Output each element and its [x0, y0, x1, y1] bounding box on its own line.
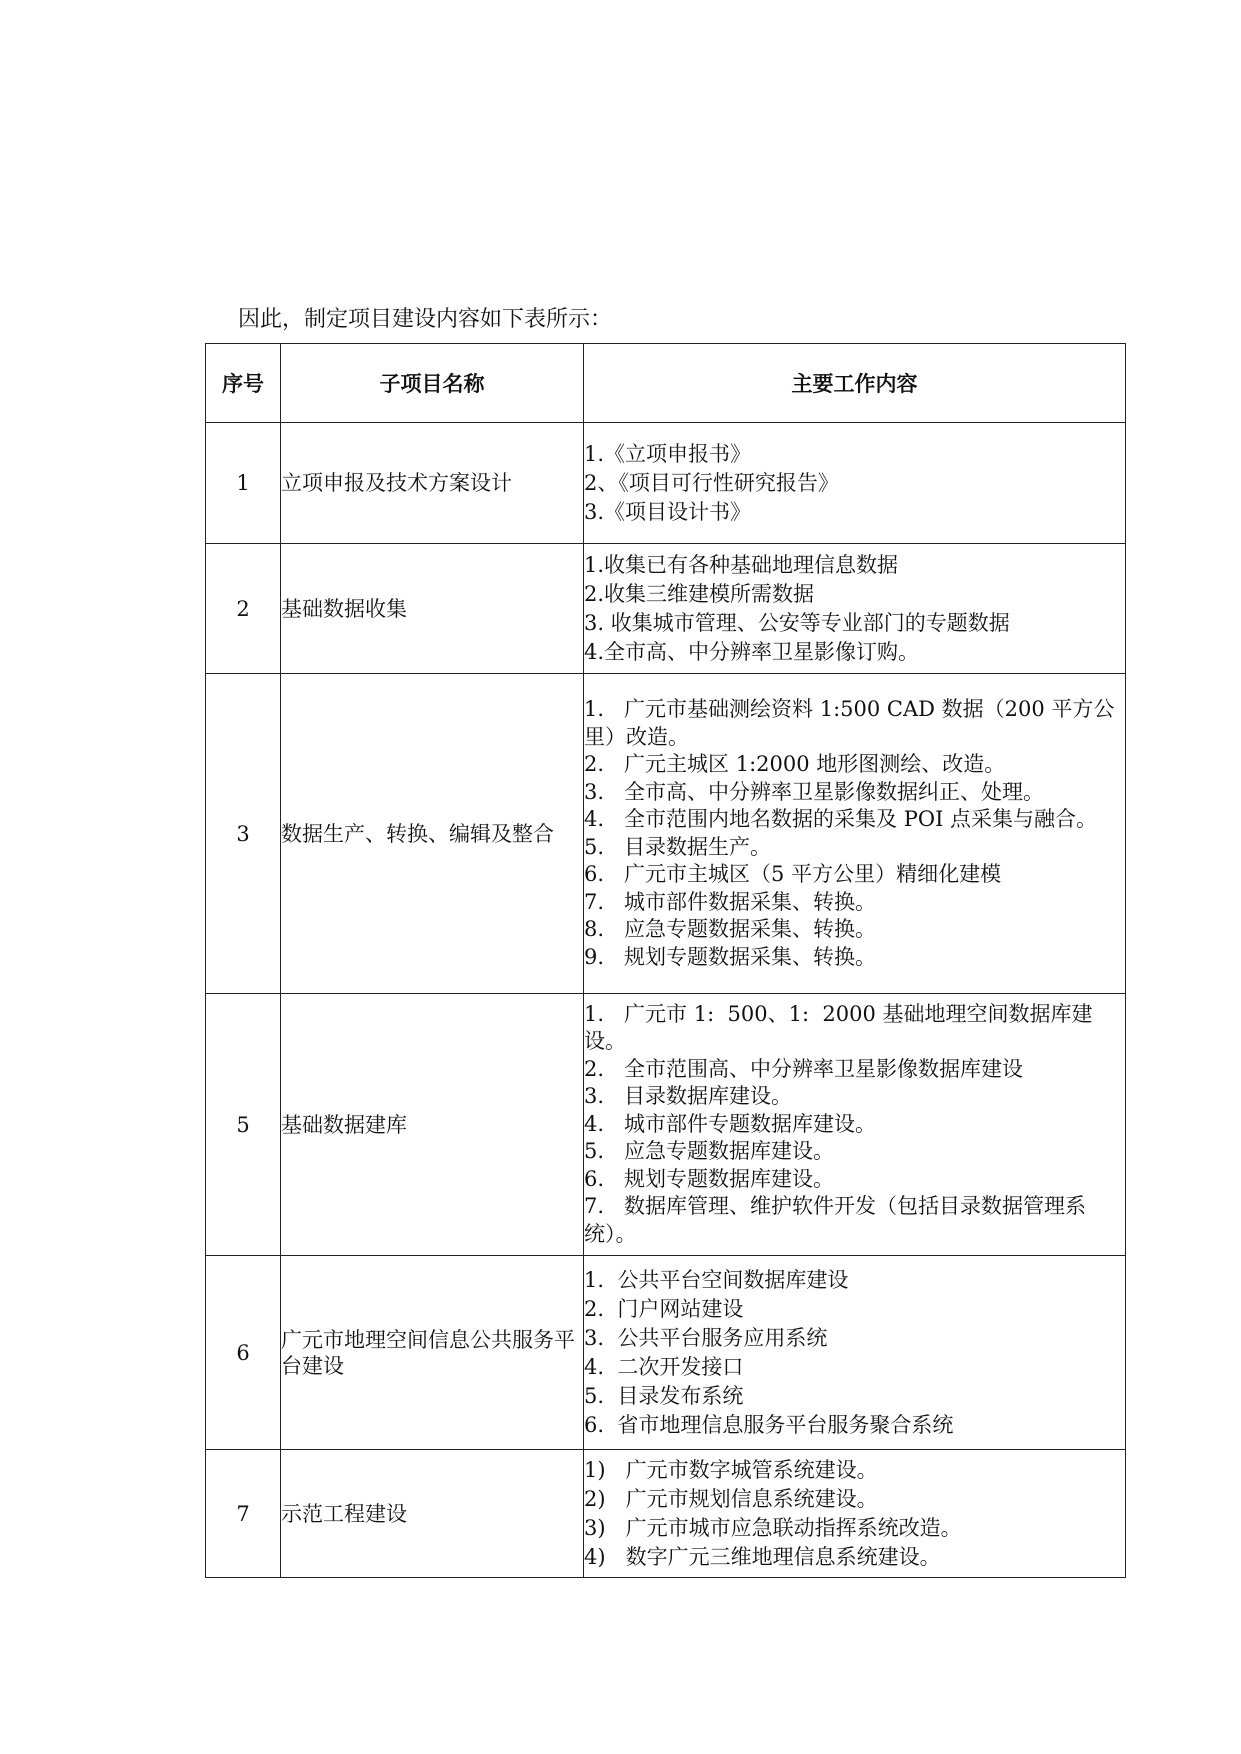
table-row	[206, 423, 1126, 544]
work-item: 7. 城市部件数据采集、转换。	[584, 889, 877, 914]
work-item: 5. 目录发布系统	[584, 1383, 744, 1408]
work-item: 3. 收集城市管理、公安等专业部门的专题数据	[584, 610, 1010, 635]
header-subproject-name: 子项目名称	[281, 344, 584, 423]
row-number: 1	[206, 423, 281, 544]
work-item: 4) 数字广元三维地理信息系统建设。	[584, 1544, 941, 1569]
table-row	[206, 544, 1126, 674]
work-content	[584, 674, 1126, 994]
header-no: 序号	[206, 344, 281, 423]
row-number: 7	[206, 1450, 281, 1578]
work-item: 2. 广元主城区 1:2000 地形图测绘、改造。	[584, 752, 1006, 776]
work-item: 1. 公共平台空间数据库建设	[584, 1267, 849, 1292]
table-row	[206, 1450, 1126, 1578]
work-item: 2. 全市范围高、中分辨率卫星影像数据库建设	[584, 1056, 1024, 1081]
work-item: 7. 数据库管理、维护软件开发（包括目录数据管理系统）。	[584, 1194, 1087, 1246]
work-item: 3. 全市高、中分辨率卫星影像数据纠正、处理。	[584, 779, 1045, 804]
subproject-name: 立项申报及技术方案设计	[281, 423, 584, 544]
subproject-name: 示范工程建设	[281, 1450, 584, 1578]
work-content	[584, 423, 1126, 544]
work-content	[584, 1450, 1126, 1578]
work-item: 4. 全市范围内地名数据的采集及 POI 点采集与融合。	[584, 807, 1098, 831]
work-item: 1. 广元市基础测绘资料 1:500 CAD 数据（200 平方公里）改造。	[584, 697, 1115, 749]
work-item: 5. 目录数据生产。	[584, 834, 772, 859]
work-item: 8. 应急专题数据采集、转换。	[584, 917, 877, 941]
intro-text: 因此，制定项目建设内容如下表所示：	[238, 307, 613, 332]
table-row	[206, 994, 1126, 1256]
project-content-table	[205, 343, 1126, 1578]
work-item: 4. 城市部件专题数据库建设。	[584, 1111, 877, 1136]
work-item: 2.收集三维建模所需数据	[584, 581, 815, 606]
row-number: 2	[206, 544, 281, 674]
work-item: 1.收集已有各种基础地理信息数据	[584, 552, 899, 577]
table-row	[206, 674, 1126, 994]
work-item: 3) 广元市城市应急联动指挥系统改造。	[584, 1515, 962, 1540]
work-content	[584, 994, 1126, 1256]
subproject-name: 数据生产、转换、编辑及整合	[281, 674, 584, 994]
work-item: 6. 广元市主城区（5 平方公里）精细化建模	[584, 862, 1002, 886]
work-item: 9. 规划专题数据采集、转换。	[584, 944, 877, 969]
subproject-name: 广元市地理空间信息公共服务平台建设	[281, 1256, 584, 1450]
work-item: 4.全市高、中分辨率卫星影像订购。	[584, 639, 920, 664]
work-item: 2) 广元市规划信息系统建设。	[584, 1486, 878, 1511]
work-item: 3.《项目设计书》	[584, 499, 752, 524]
work-item: 1. 广元市 1: 500、1: 2000 基础地理空间数据库建设。	[584, 1001, 1093, 1054]
work-item: 1.《立项申报书》	[584, 441, 752, 466]
work-item: 6. 省市地理信息服务平台服务聚合系统	[584, 1412, 954, 1437]
table-row	[206, 1256, 1126, 1450]
header-main-work: 主要工作内容	[584, 344, 1126, 423]
table-header-row	[206, 344, 1126, 423]
work-item: 6. 规划专题数据库建设。	[584, 1166, 835, 1191]
work-content	[584, 544, 1126, 674]
subproject-name: 基础数据建库	[281, 994, 584, 1256]
work-item: 2. 门户网站建设	[584, 1296, 744, 1321]
row-number: 3	[206, 674, 281, 994]
work-item: 3. 目录数据库建设。	[584, 1084, 793, 1109]
work-item: 4. 二次开发接口	[584, 1354, 744, 1379]
row-number: 5	[206, 994, 281, 1256]
work-item: 1) 广元市数字城管系统建设。	[584, 1457, 878, 1482]
row-number: 6	[206, 1256, 281, 1450]
work-content	[584, 1256, 1126, 1450]
work-item: 3. 公共平台服务应用系统	[584, 1325, 828, 1350]
work-item: 2、《项目可行性研究报告》	[584, 470, 839, 495]
subproject-name: 基础数据收集	[281, 544, 584, 674]
work-item: 5. 应急专题数据库建设。	[584, 1139, 835, 1164]
